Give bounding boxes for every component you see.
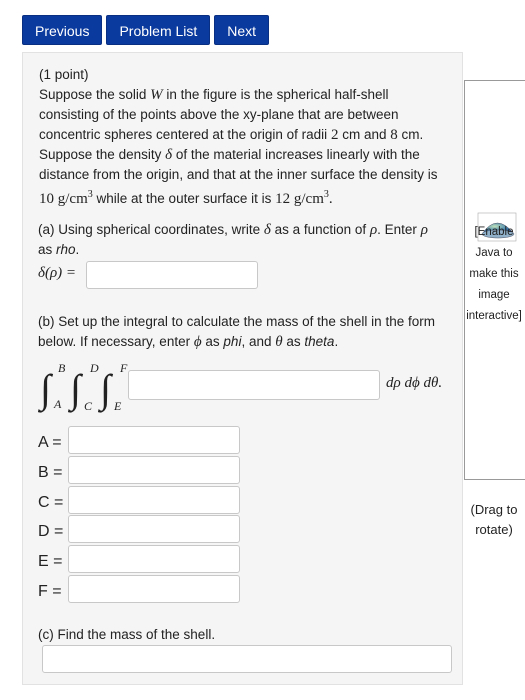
limit-C-input[interactable] [68,486,240,514]
differentials-label: dρ dϕ dθ. [386,375,443,391]
limit-B-symbol: B [58,361,66,375]
statement-text: Suppose the solid [39,87,147,102]
statement-text: cm and [342,127,387,142]
solid-symbol: W [150,87,163,103]
mass-input[interactable] [42,645,452,673]
delta-rho-label: δ(ρ) = [38,265,77,281]
previous-button[interactable]: Previous [22,15,102,45]
limit-D-label: D = [38,523,64,540]
limit-E-symbol: E [114,399,122,413]
statement-text: in the figure is the spherical half-shell [166,87,389,102]
delta-symbol: δ [165,147,173,163]
limit-F-symbol: F [120,361,128,375]
svg-text:∫: ∫ [100,366,111,411]
delta-rho-input[interactable] [86,261,258,289]
statement-text: consisting of the points above the xy-plane that are between [39,107,399,122]
next-button[interactable]: Next [214,15,269,45]
limit-A-label: A = [38,434,62,451]
integrand-input[interactable] [128,370,380,400]
limit-D-symbol: D [90,361,99,375]
svg-text:∫: ∫ [70,366,81,411]
limit-C-symbol: C [84,399,93,413]
limit-F-input[interactable] [68,575,240,603]
statement-text: while at the outer surface it is [96,191,272,206]
statement-text: concentric spheres centered at the origin of radii [39,127,328,142]
points-label: (1 point) [39,67,89,82]
part-c-prompt: (c) Find the mass of the shell. [38,627,216,642]
limit-D-input[interactable] [68,515,240,543]
problem-statement [39,85,450,209]
svg-text:∫: ∫ [40,366,51,411]
outer-density: 12 $g/cm^3$. [275,189,333,207]
limit-A-input[interactable] [68,426,240,454]
outer-radius: 8 [390,127,398,143]
limit-E-label: E = [38,553,63,570]
statement-text: cm. [401,127,424,142]
statement-text: Suppose the density [39,147,162,162]
limit-A-symbol: A [54,397,62,411]
inner-density: 10 $g/cm^3$ [39,189,93,207]
limit-B-label: B = [38,464,63,481]
java-note: [Enable Java to make this image interactive] [466,226,522,322]
statement-text: distance from the origin, and that at the inner surface the density is [39,167,438,182]
problem-nav [22,15,269,45]
triple-integral-sign [38,358,132,416]
part-a-prompt: (a) Using spherical coordinates, write δ as a function of ρ. Enter ρ as rho. [38,222,428,257]
inner-radius: 2 [330,127,339,143]
limit-F-label: F = [38,583,62,600]
limit-C-label: C = [38,494,64,511]
statement-text: of the material increases linearly with the [175,147,420,162]
limit-E-input[interactable] [68,545,240,573]
problem-list-button[interactable]: Problem List [106,15,210,45]
limit-B-input[interactable] [68,456,240,484]
drag-note: (Drag to rotate) [470,502,518,537]
part-b-prompt: (b) Set up the integral to calculate the mass of the shell in the form below. If necessary, enter ϕ as phi, and θ as theta. [38,314,435,350]
